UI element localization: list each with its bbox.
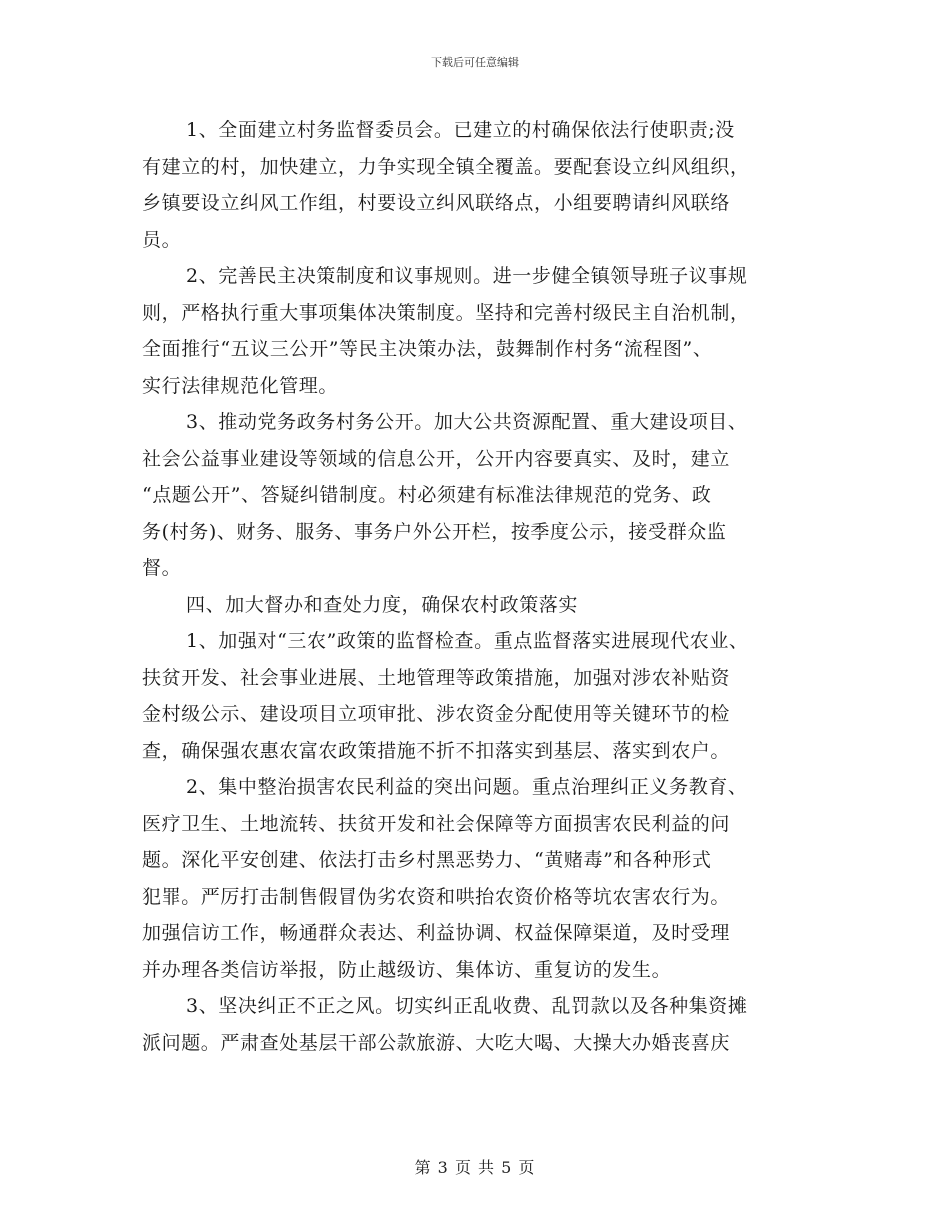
page-header: 下载后可任意编辑 — [431, 56, 519, 69]
text-line: 有建立的村，加快建立，力争实现全镇全覆盖。要配套设立纠风组织， — [142, 155, 750, 178]
text-line: 犯罪。严厉打击制售假冒伪劣农资和哄抬农资价格等坑农害农行为。 — [142, 885, 731, 908]
text-line: 1、加强对“三农”政策的监督检查。重点监督落实进展现代农业、 — [186, 630, 749, 652]
text-line: 扶贫开发、社会事业进展、土地管理等政策措施，加强对涉农补贴资 — [142, 666, 731, 689]
text-line: 乡镇要设立纠风工作组，村要设立纠风联络点，小组要聘请纠风联络 — [142, 192, 731, 214]
text-line: 2、完善民主决策制度和议事规则。进一步健全镇领导班子议事规 — [186, 265, 748, 287]
section-heading: 四、加大督办和查处力度，确保农村政策落实 — [186, 593, 579, 616]
text-line: 题。深化平安创建、依法打击乡村黑恶势力、“黄赌毒”和各种形式 — [142, 849, 712, 871]
text-line: 实行法律规范化管理。 — [142, 374, 339, 397]
document-body — [142, 112, 832, 1061]
text-line: 2、集中整治损害农民利益的突出问题。重点治理纠正义务教育、 — [186, 776, 748, 798]
text-line: 3、推动党务政务村务公开。加大公共资源配置、重大建设项目、 — [186, 411, 748, 433]
text-line: 派问题。严肃查处基层干部公款旅游、大吃大喝、大操大办婚丧喜庆 — [142, 1031, 731, 1054]
text-line: 务(村务)、财务、服务、事务户外公开栏，按季度公示，接受群众监 — [142, 520, 727, 543]
text-line: “点题公开”、答疑纠错制度。村必须建有标准法律规范的党务、政 — [142, 484, 712, 506]
text-line: 社会公益事业建设等领域的信息公开，公开内容要真实、及时，建立 — [142, 447, 731, 470]
text-line: 并办理各类信访举报，防止越级访、集体访、重复访的发生。 — [142, 958, 672, 981]
page-footer: 第 3 页 共 5 页 — [414, 1158, 536, 1177]
text-line: 3、坚决纠正不正之风。切实纠正乱收费、乱罚款以及各种集资摊 — [186, 995, 748, 1017]
text-line: 医疗卫生、土地流转、扶贫开发和社会保障等方面损害农民利益的问 — [142, 812, 731, 835]
text-line: 则，严格执行重大事项集体决策制度。坚持和完善村级民主自治机制， — [142, 301, 750, 324]
text-line: 查，确保强农惠农富农政策措施不折不扣落实到基层、落实到农户。 — [142, 739, 731, 762]
text-line: 员。 — [142, 228, 182, 251]
text-line: 督。 — [142, 557, 182, 579]
text-line: 1、全面建立村务监督委员会。已建立的村确保依法行使职责;没 — [186, 119, 735, 141]
text-line: 加强信访工作，畅通群众表达、利益协调、权益保障渠道，及时受理 — [142, 922, 731, 944]
text-line: 全面推行“五议三公开”等民主决策办法，鼓舞制作村务“流程图”、 — [142, 338, 713, 360]
text-line: 金村级公示、建设项目立项审批、涉农资金分配使用等关键环节的检 — [142, 703, 731, 725]
